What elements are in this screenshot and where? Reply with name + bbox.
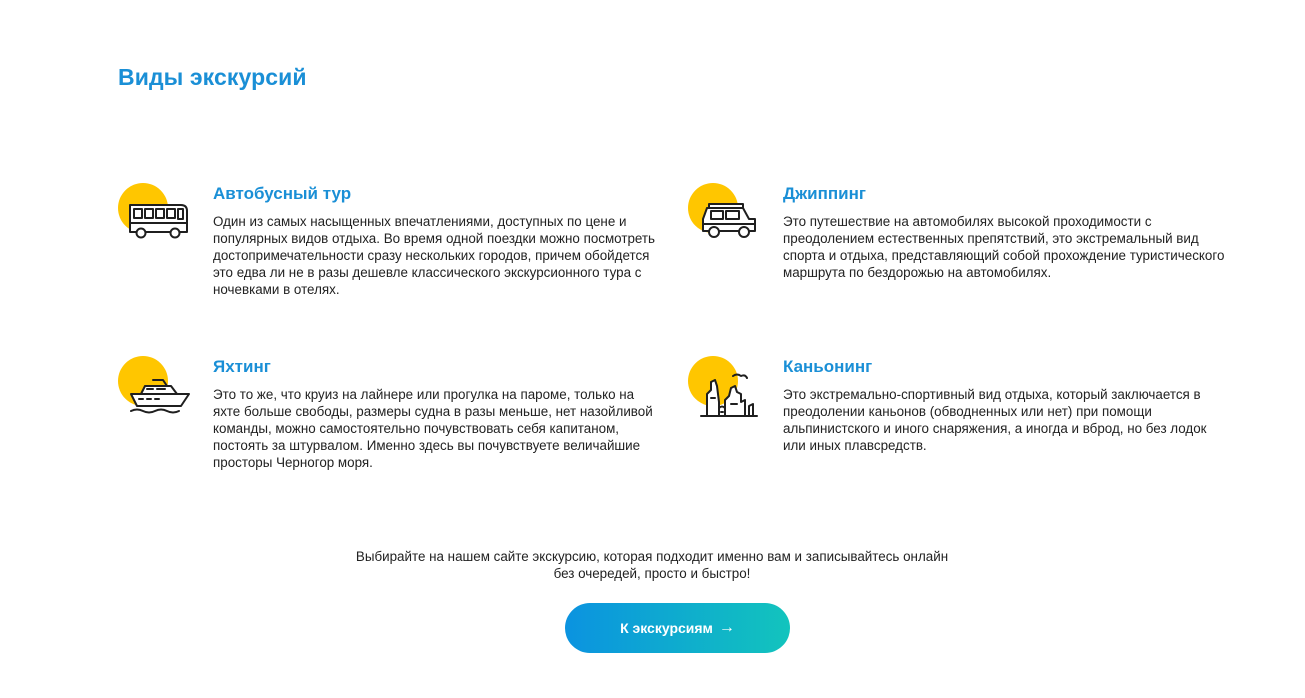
card-description: Один из самых насыщенных впечатлениями, доступных по цене и популярных видов отдыха. Во время одной поездки можно посмотреть достопримечательности сразу нескольких городов, причем обойдется это едва ли не в разы дешевле классического экскурсионного тура с ночевками в отелях. xyxy=(213,214,656,297)
card-title: Каньонинг xyxy=(783,357,873,376)
card-description: Это путешествие на автомобилях высокой проходимости с преодолением естественных препятствий, это экстремальный вид спорта и отдыха, представляющий собой прохождение туристического маршрута по бездорожью на автомобилях. xyxy=(783,214,1225,280)
arrow-right-icon: → xyxy=(718,619,735,636)
section-title: Виды экскурсий xyxy=(118,64,307,90)
card-description: Это то же, что круиз на лайнере или прогулка на пароме, только на яхте больше свободы, размеры судна в разы меньше, нет назойливой команды, можно самостоятельно почувствовать себя капитаном, постоять за штурвалом. Именно здесь вы почувствуете величайшие просторы Черногор моря. xyxy=(213,387,653,470)
card-title: Джиппинг xyxy=(783,184,866,203)
cta-description: Выбирайте на нашем сайте экскурсию, которая подходит именно вам и записывайтесь онлайн без очередей, просто и быстро! xyxy=(355,549,949,581)
card-title: Яхтинг xyxy=(213,357,271,376)
card-title: Автобусный тур xyxy=(213,184,352,203)
button-label: К экскурсиям xyxy=(620,620,713,636)
card-description: Это экстремально-спортивный вид отдыха, который заключается в преодолении каньонов (обводненных или нет) при помощи альпинистского и иного снаряжения, а иногда и вброд, но без лодок или иных плавсредств. xyxy=(783,387,1207,453)
canyon-icon xyxy=(688,356,768,436)
to-excursions-button[interactable] xyxy=(565,603,790,653)
jeep-icon xyxy=(688,183,768,263)
yacht-icon xyxy=(118,356,198,436)
bus-icon xyxy=(118,183,198,263)
